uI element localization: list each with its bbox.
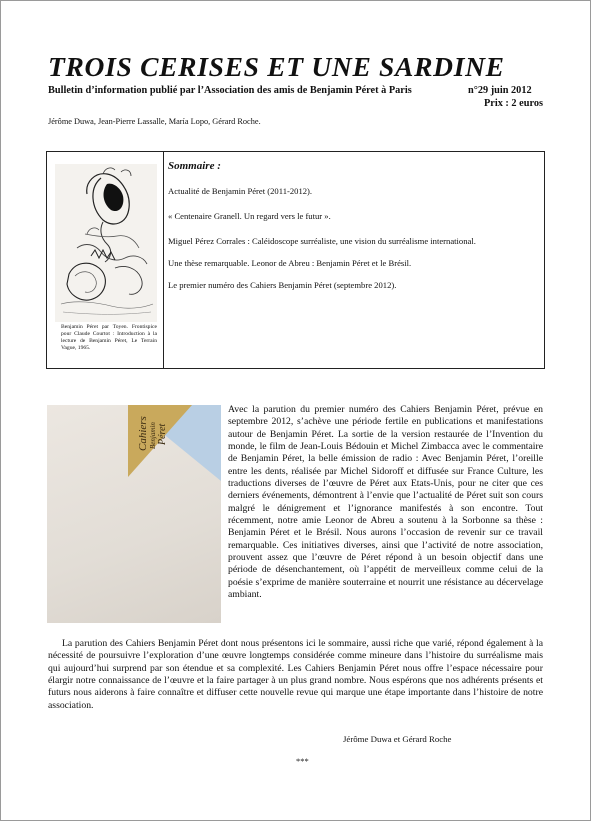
article-signature: Jérôme Duwa et Gérard Roche	[343, 734, 452, 744]
newsletter-title: TROIS CERISES ET UNE SARDINE	[48, 51, 505, 82]
cover-label-peret: Péret	[157, 423, 168, 445]
cahiers-cover-corner	[128, 405, 221, 481]
section-separator: ***	[296, 756, 309, 766]
toc-item: Miguel Pérez Corrales : Caléidoscope surréaliste, une vision du surréalisme international.	[168, 236, 476, 246]
editorial-authors: Jérôme Duwa, Jean-Pierre Lassalle, María Lopo, Gérard Roche.	[48, 117, 261, 126]
toc-item: « Centenaire Granell. Un regard vers le futur ».	[168, 211, 331, 221]
article-paragraph-2: La parution des Cahiers Benjamin Péret dont nous présentons ici le sommaire, aussi riche que varié, répond également à la nécessité de poursuivre l’exploration d’une œuvre longtemps considérée comme mineure dans l’histoire du surréalisme mais qui aujourd’hui surprend par son étendue et sa complexité. Les Cahiers Benjamin Péret nous offre l’espace nécessaire pour élargir notre connaissance de l’œuvre et la faire partager à un plus grand nombre. Nous espérons que nos adhérents présents et futurs nous aiderons à faire connaître et diffuser cette nouvelle revue qui marque une étape importante dans l’histoire de notre association.	[48, 638, 543, 711]
toc-item: Actualité de Benjamin Péret (2011-2012).	[168, 186, 313, 196]
issue-number: n°29 juin 2012	[468, 85, 532, 96]
toc-item: Une thèse remarquable. Leonor de Abreu : Benjamin Péret et le Brésil.	[168, 258, 412, 268]
toyen-portrait-drawing	[55, 164, 157, 322]
article-paragraph-1: Avec la parution du premier numéro des Cahiers Benjamin Péret, prévue en septembre 2012, s’achève une période fertile en publications et manifestations autour de Benjamin Péret. La sortie de la version restaurée de l’Invention du monde, le film de Jean-Louis Bédouin et Michel Zimbacca avec le commentaire de Benjamin Péret, la belle émission de radio : Avec Benjamin Péret, l’oreille entre les dents, réalisée par Michel Sidoroff et diffusée sur France Culture, les traductions diverses de l’œuvre de Péret aux Etats-Unis, pour ne citer que ces derniers événements, démontrent à l’envie que l’actualité de Péret suit son cours malgré le dénigrement et l’ignorance manifestés à son encontre. Tout récemment, notre amie Leonor de Abreu a soutenu à la Sorbonne sa thèse : Benjamin Péret et le Brésil. Nous aurons l’occasion de revenir sur ce travail remarquable. Ces initiatives diverses, ainsi que l’activité de notre association, prouvent assez que l’œuvre de Péret répond à un besoin objectif dans une période de désenchantement, où l’appétit de merveilleux comme celui de la poésie s’exprime de manière souterraine et nourrit une résistance au décervelage ambiant.	[228, 404, 543, 601]
cover-label-benjamin: Benjamin	[149, 422, 157, 449]
portrait-caption: Benjamin Péret par Toyen. Frontispice pour Claude Courtot : Introduction à la lecture de Benjamin Péret, Le Terrain Vague, 1965.	[61, 324, 157, 352]
newsletter-subtitle: Bulletin d’information publié par l’Association des amis de Benjamin Péret à Paris	[48, 85, 412, 96]
issue-price: Prix : 2 euros	[483, 98, 543, 109]
cover-label-cahiers: Cahiers	[137, 416, 149, 451]
toc-divider	[163, 152, 164, 368]
toc-heading: Sommaire :	[168, 160, 221, 172]
table-of-contents-box	[46, 151, 545, 369]
toc-item: Le premier numéro des Cahiers Benjamin Péret (septembre 2012).	[168, 280, 397, 290]
